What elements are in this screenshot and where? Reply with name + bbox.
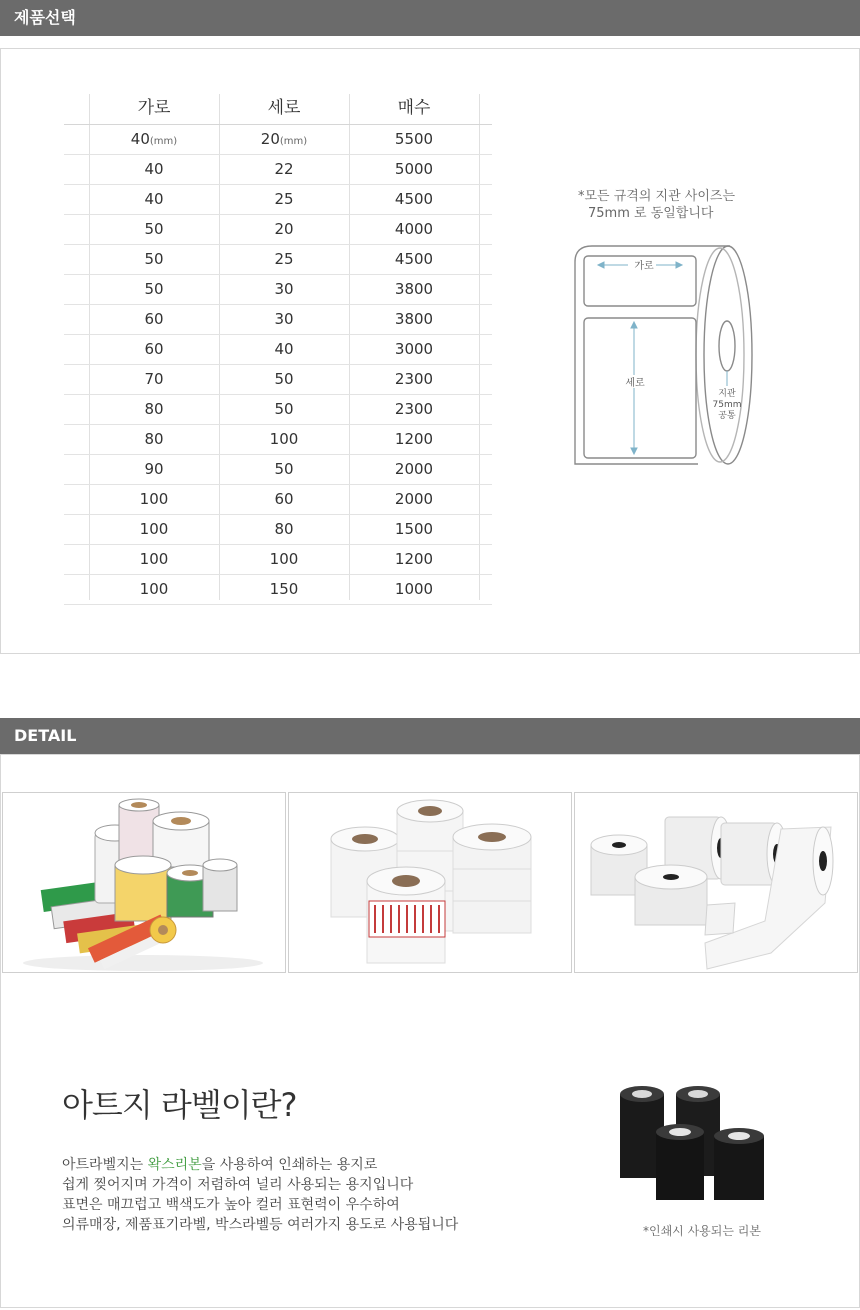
- header-height: 세로: [267, 98, 301, 118]
- cell-count: 1200: [394, 550, 434, 568]
- cell-width: 80: [144, 400, 164, 418]
- cell-width: 50: [144, 250, 164, 268]
- table-row: [64, 215, 492, 245]
- cell-count: 2300: [394, 400, 434, 418]
- cell-count: 4000: [394, 220, 434, 238]
- cell-height: 100: [269, 430, 299, 448]
- cell-width: 40: [144, 190, 164, 208]
- unrolled-labels-image: [575, 793, 858, 973]
- width-label: 가로: [634, 261, 654, 272]
- table-row: [64, 245, 492, 275]
- cell-width: 60: [144, 340, 164, 358]
- header-count: 매수: [397, 98, 431, 118]
- table-row: [64, 185, 492, 215]
- label-roll-diagram: [570, 238, 760, 470]
- cell-height: 30: [274, 310, 294, 328]
- cell-count: 4500: [394, 190, 434, 208]
- table-row: [64, 335, 492, 365]
- core-size-note: *모든 규격의 지관 사이즈는 75mm 로 동일합니다: [578, 189, 736, 221]
- cell-height: 150: [269, 580, 299, 598]
- cell-width: 50: [144, 280, 164, 298]
- cell-count: 1200: [394, 430, 434, 448]
- cell-count: 2300: [394, 370, 434, 388]
- table-row: [64, 485, 492, 515]
- table-row: [64, 395, 492, 425]
- cell-height: 20: [274, 220, 294, 238]
- cell-height: 30: [274, 280, 294, 298]
- table-row: [64, 365, 492, 395]
- core-label-2: 75mm: [712, 400, 742, 410]
- intro-heading: 아트지 라벨이란?: [62, 1086, 297, 1124]
- cell-height: 40: [274, 340, 294, 358]
- wax-ribbon-photo: [612, 1082, 774, 1206]
- unit-label: (mm): [149, 136, 178, 147]
- cell-width: 80: [144, 430, 164, 448]
- cell-count: 3800: [394, 280, 434, 298]
- cell-width: 60: [144, 310, 164, 328]
- cell-height: 25: [274, 250, 294, 268]
- product-photo-unrolled-labels: [574, 792, 858, 973]
- product-photo-white-rolls: [288, 792, 572, 973]
- intro-description: 아트라벨지는 왁스리본을 사용하여 인쇄하는 용지로 쉽게 찢어지며 가격이 저렴하여 널리 사용되는 용지입니다 표면은 매끄럽고 백색도가 높아 컬러 표현력이 우수하여 의류매장, 제품표기라벨, 박스라벨등 여러가지 용도로 사용됩니다: [62, 1157, 459, 1233]
- height-label: 세로: [625, 378, 645, 389]
- cell-height: 100: [269, 550, 299, 568]
- spec-table: [64, 94, 492, 605]
- table-row: [64, 545, 492, 575]
- table-row: [64, 425, 492, 455]
- cell-height: 50: [274, 370, 294, 388]
- section-title: DETAIL: [14, 726, 77, 745]
- cell-height: 25: [274, 190, 294, 208]
- cell-width: 100: [139, 550, 169, 568]
- cell-height: 80: [274, 520, 294, 538]
- cell-count: 2000: [394, 460, 434, 478]
- table-row: [64, 155, 492, 185]
- header-width: 가로: [137, 98, 171, 118]
- table-row: [64, 455, 492, 485]
- cell-count: 2000: [394, 490, 434, 508]
- cell-width: 50: [144, 220, 164, 238]
- cell-count: 1500: [394, 520, 434, 538]
- cell-height: 50: [274, 460, 294, 478]
- cell-count: 5000: [394, 160, 434, 178]
- cell-height: 60: [274, 490, 294, 508]
- cell-height: 20: [260, 130, 280, 148]
- cell-width: 100: [139, 520, 169, 538]
- cell-height: 50: [274, 400, 294, 418]
- section-header-product-select: [0, 0, 860, 36]
- cell-width: 40: [130, 130, 150, 148]
- table-row: [64, 125, 492, 155]
- printed-labels-image: [3, 793, 286, 973]
- section-title: 제품선택: [14, 8, 76, 27]
- product-photo-assorted-labels: [2, 792, 286, 973]
- cell-count: 3000: [394, 340, 434, 358]
- cell-width: 40: [144, 160, 164, 178]
- table-row: [64, 305, 492, 335]
- table-row: [64, 515, 492, 545]
- cell-count: 4500: [394, 250, 434, 268]
- cell-count: 3800: [394, 310, 434, 328]
- cell-width: 90: [144, 460, 164, 478]
- cell-height: 22: [274, 160, 294, 178]
- table-header-row: [64, 94, 492, 125]
- section-header-detail: [0, 718, 860, 754]
- white-label-rolls-image: [289, 793, 572, 973]
- core-label-3: 공통: [718, 411, 736, 421]
- cell-width: 100: [139, 580, 169, 598]
- wax-ribbon-highlight: 왁스리본: [147, 1157, 202, 1173]
- unit-label: (mm): [279, 136, 308, 147]
- table-row: [64, 275, 492, 305]
- cell-count: 1000: [394, 580, 434, 598]
- cell-count: 5500: [394, 130, 434, 148]
- cell-width: 100: [139, 490, 169, 508]
- ribbon-caption: *인쇄시 사용되는 리본: [643, 1224, 761, 1238]
- core-label-1: 지관: [718, 389, 736, 399]
- cell-width: 70: [144, 370, 164, 388]
- table-row: [64, 575, 492, 605]
